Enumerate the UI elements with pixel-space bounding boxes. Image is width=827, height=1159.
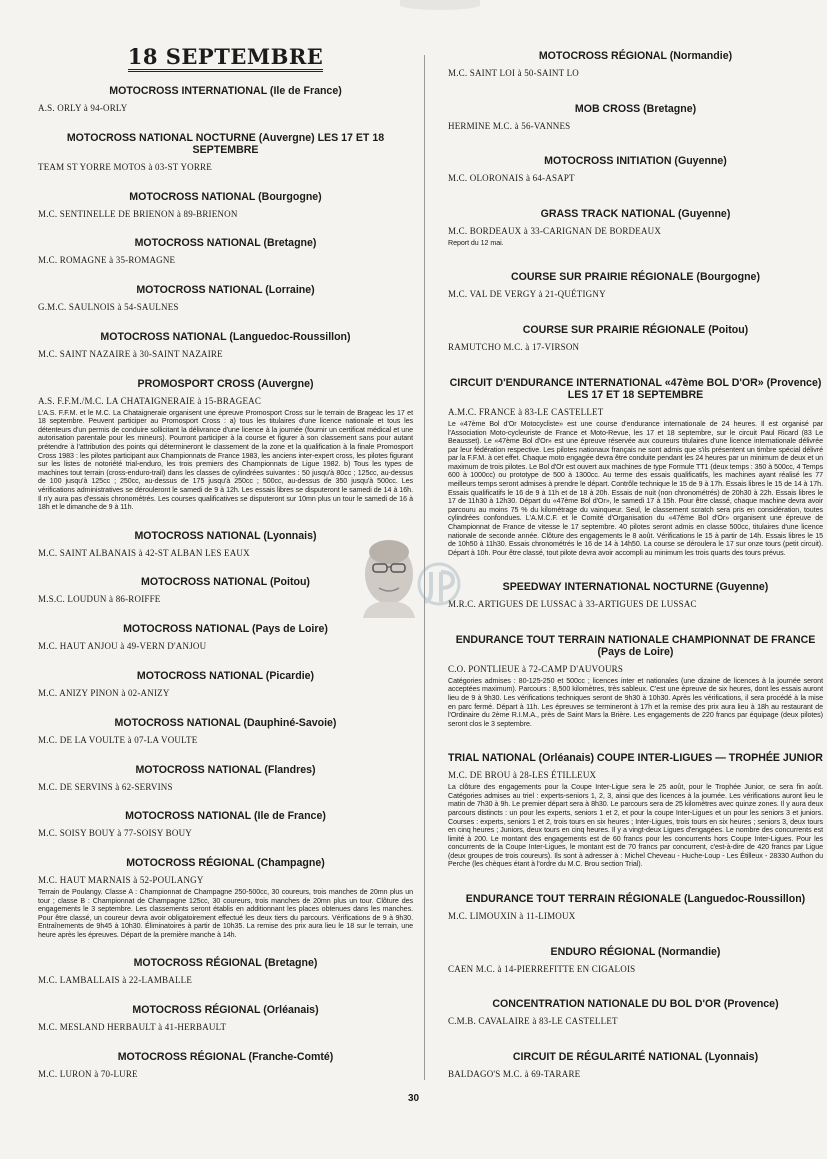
event-entry <box>448 752 823 869</box>
event-club: M.C. DE SERVINS à 62-SERVINS <box>38 781 173 792</box>
event-club: A.S. F.F.M./M.C. LA CHATAIGNERAIE à 15-BRAGEAC <box>38 395 262 406</box>
event-title: MOTOCROSS NATIONAL (Pays de Loire) <box>123 623 328 636</box>
event-club: A.M.C. FRANCE à 83-LE CASTELLET <box>448 406 604 417</box>
event-entry <box>38 284 413 313</box>
event-club: M.C. SOISY BOUY à 77-SOISY BOUY <box>38 828 192 839</box>
event-club: M.C. SAINT ALBANAIS à 42-ST ALBAN LES EAUX <box>38 547 250 558</box>
event-title: MOTOCROSS NATIONAL (Flandres) <box>135 763 316 776</box>
event-club: M.C. SAINT LOI à 50-SAINT LO <box>448 68 580 78</box>
event-club: M.R.C. ARTIGUES DE LUSSAC à 33-ARTIGUES DE LUSSAC <box>448 599 697 610</box>
event-title: MOTOCROSS NATIONAL NOCTURNE (Auvergne) LES 17 ET 18 SEPTEMBRE <box>66 131 385 156</box>
event-title: MOTOCROSS NATIONAL (Bourgogne) <box>129 190 322 203</box>
event-title: ENDURO RÉGIONAL (Normandie) <box>550 945 721 958</box>
event-club: M.C. ANIZY PINON à 02-ANIZY <box>38 687 170 698</box>
event-title: MOTOCROSS NATIONAL (Languedoc-Roussillon) <box>100 330 351 343</box>
event-club: C.O. PONTLIEUE à 72-CAMP D'AUVOURS <box>448 663 624 674</box>
event-club: M.C. DE BROU à 28-LES ÉTILLEUX <box>448 770 597 781</box>
event-title: MOTOCROSS INTERNATIONAL (Ile de France) <box>109 85 342 97</box>
event-entry <box>448 208 823 248</box>
event-title: ENDURANCE TOUT TERRAIN RÉGIONALE (Languedoc-Roussillon) <box>465 892 806 905</box>
event-title: COURSE SUR PRAIRIE RÉGIONALE (Poitou) <box>522 324 749 337</box>
event-club: M.C. LAMBALLAIS à 22-LAMBALLE <box>38 975 193 986</box>
event-title: ENDURANCE TOUT TERRAIN NATIONALE CHAMPIONNAT DE FRANCE (Pays de Loire) <box>455 633 816 658</box>
event-entry <box>448 581 823 610</box>
event-entry <box>38 1051 413 1080</box>
event-description: Terrain de Poulangy. Classe A : Championnat de Champagne 250-500cc, 30 coureurs, trois manches de 20mn plus un tour ; classe B : Championnat de Champagne 125cc, 30 coureurs, trois manches de 20mn plus un tour. Clôture des engagements le 3 septembre. Les classements seront établis en additionnant les places obtenues dans les manches. Pour être classé, un coureur devra avoir obligatoirement effectué les deux tiers du parcours. Vérifications de 9 à 9h30. Entraînements de 9h45 à 10h30. Éliminatoires à partir de 10h35. La remise des prix aura lieu le 18 sur le terrain, une heure après les épreuves. Départ de la première manche à 14h. <box>38 888 413 940</box>
event-title: MOTOCROSS NATIONAL (Dauphiné-Savoie) <box>114 716 337 729</box>
right-column <box>448 50 823 1082</box>
event-club: G.M.C. SAULNOIS à 54-SAULNES <box>38 302 179 313</box>
event-entry <box>38 764 413 793</box>
event-entry <box>448 50 823 79</box>
event-club: M.C. OLORONAIS à 64-ASAPT <box>448 173 575 184</box>
page-fold <box>400 0 480 10</box>
event-club: M.C. SAINT NAZAIRE à 30-SAINT NAZAIRE <box>38 348 223 359</box>
event-title: SPEEDWAY INTERNATIONAL NOCTURNE (Guyenne) <box>502 581 769 594</box>
event-title: MOTOCROSS NATIONAL (Poitou) <box>141 576 310 589</box>
event-title: CIRCUIT DE RÉGULARITÉ NATIONAL (Lyonnais) <box>512 1050 759 1063</box>
event-title: PROMOSPORT CROSS (Auvergne) <box>137 377 314 390</box>
event-entry <box>38 237 413 266</box>
event-title: MOTOCROSS RÉGIONAL (Franche-Comté) <box>117 1050 334 1063</box>
event-description: L'A.S. F.F.M. et le M.C. La Chataigneraie organisent une épreuve Promosport Cross sur le terrain de Brageac les 17 et 18 septembre. Peuvent participer au Promosport Cross : a) tous les titulaires d'une licence nationale et tous les détenteurs d'un permis de conduire sollicitant la délivrance d'une licence à la journée (fournir un certificat médical et une autorisation parentale pour les mineurs). Pourront participer à la course et figurer à son classement sans pour autant prétendre à l'attribution des points qui détermineront le classement de la zone et la qualification à la finale Promosport Cross 1983 : les pilotes participant aux Championnats de France 1983, les anciens inter-expert cross, les pilotes figurant sur les listes de notoriété trial-enduro, les trois premiers des Championnats de Ligue 1982. b) Tous les types de machines tout terrain (cross-enduro-trail) dans les classes de cylindrées suivantes : 50 jusqu'à 80cc ; 125cc, au-dessus de 100 jusqu'à 125cc ; 250cc, au-dessus de 175 jusqu'à 250cc ; 500cc, au-dessus de 350 jusqu'à 500cc. Les vérifications administratives se dérouleront le samedi de 9 à 12h. Les essais libres se disputeront le samedi de 14 à 16h. Il n'y aura pas d'essais chronométrés. Les courses qualificatives se disputeront sur 10mn plus un tour le samedi de 16 à 18h et le dimanche de 9 à 11h. <box>38 408 413 512</box>
event-club: RAMUTCHO M.C. à 17-VIRSON <box>448 342 580 353</box>
event-club: A.S. ORLY à 94-ORLY <box>38 103 128 113</box>
event-entry <box>448 946 823 975</box>
event-title: MOTOCROSS RÉGIONAL (Normandie) <box>538 50 733 62</box>
event-title: MOTOCROSS RÉGIONAL (Orléanais) <box>132 1004 319 1017</box>
event-entry <box>38 717 413 746</box>
event-club: CAEN M.C. à 14-PIERREFITTE EN CIGALOIS <box>448 963 636 974</box>
event-title: GRASS TRACK NATIONAL (Guyenne) <box>540 208 731 221</box>
event-club: M.C. LURON à 70-LURE <box>38 1068 138 1079</box>
event-club: M.C. DE LA VOULTE à 07-LA VOULTE <box>38 734 198 745</box>
event-club: M.C. SENTINELLE DE BRIENON à 89-BRIENON <box>38 208 238 219</box>
event-title: MOTOCROSS RÉGIONAL (Champagne) <box>126 857 325 870</box>
right-event-list <box>448 50 823 1080</box>
event-entry <box>38 670 413 699</box>
event-entry <box>38 623 413 652</box>
event-title: CONCENTRATION NATIONALE DU BOL D'OR (Provence) <box>492 998 779 1011</box>
event-club: C.M.B. CAVALAIRE à 83-LE CASTELLET <box>448 1016 618 1027</box>
event-title: MOTOCROSS NATIONAL (Bretagne) <box>134 237 317 250</box>
page-title <box>38 44 413 69</box>
event-entry <box>38 132 413 173</box>
logo-watermark <box>413 558 465 616</box>
event-title: MOTOCROSS NATIONAL (Ile de France) <box>125 810 326 823</box>
event-title: MOTOCROSS RÉGIONAL (Bretagne) <box>133 957 318 970</box>
event-club: TEAM ST YORRE MOTOS à 03-ST YORRE <box>38 161 212 172</box>
event-entry <box>38 378 413 512</box>
event-club: M.C. BORDEAUX à 33-CARIGNAN DE BORDEAUX <box>448 226 662 237</box>
event-title: MOTOCROSS NATIONAL (Picardie) <box>136 669 315 682</box>
page-title-text: 18 SEPTEMBRE <box>128 44 324 72</box>
event-description: Le «47ème Bol d'Or Motocycliste» est une course d'endurance internationale de 24 heures. Il est organisé par l'Association Moto-cycleuriste de France et Moto-Revue, les 17 et 18 septembre, sur le circuit Paul Ricard (83 Le Beausset). Le «47ème Bol d'Or» est une épreuve réservée aux coureurs titulaires d'une licence internationale délivrée par leur fédération respective. Les pilotes nationaux français ne sont admis que s'ils présentent un timbre spécial délivré par la F.F.M. à cet effet. Chaque moto engagée devra être conduite pendant les 24 heures par un minimum de deux et un maximum de trois pilotes. Le Bol d'Or est ouvert aux machines de type Formule TT1 (deux temps : 350 à 500cc, 4 Temps 600 à 1000cc) ou prototype de 500 à 1300cc. Au terme des essais qualificatifs, les machines ayant réalisé les 77 meilleurs temps seront admises à prendre le départ. Contrôle technique le 15 de 9 à 17h. Essais libres le 15 de 14 à 17h. Essais qualificatifs le 16 de 9 à 11h et de 18 à 20h. Essais de nuit (non chronométrés) de 20h30 à 22h. Essais libres le 17 de 11h30 à 12h30. Départ du «47ème Bol d'Or», le samedi 17 à 15h. Pour être classé, chaque machine devra avoir parcouru au moins 75 % du kilométrage du vainqueur. Seul, le classement scratch sera pris en considération, toutes cylindrées confondues. L'A.M.C.F. et le Comité d'Organisation du «47ème Bol d'Or» organisent une épreuve de Championnat de France de vitesse le 17 septembre. 40 pilotes seront admis en classe 500cc, titulaires d'une licence nationale de seconde année. Clôture des engagements le 8 août. Vérifications le 15 à partir de 14h. Essais libres le 15 de 10h50 à 11h30. Essais chronométrés le 16 de 14 à 14h50. La course se déroulera le 17 sur onze tours (petit circuit). Départ à 10h. Pour être classé, tout pilote devra avoir accompli au minimum les trois quarts des tours prévus. <box>448 419 823 557</box>
event-entry <box>38 85 413 114</box>
event-title: COURSE SUR PRAIRIE RÉGIONALE (Bourgogne) <box>511 271 760 284</box>
event-club: M.C. ROMAGNE à 35-ROMAGNE <box>38 255 176 266</box>
event-club: M.C. MESLAND HERBAULT à 41-HERBAULT <box>38 1022 227 1033</box>
event-club: HERMINE M.C. à 56-VANNES <box>448 120 571 131</box>
event-description: La clôture des engagements pour la Coupe Inter-Ligue sera le 25 août, pour le Trophée Junior, ce sera fin août. Catégories admises au triel : experts-seniors 1, 2, 3, ainsi que des licences à la journée. Les vérifications auront lieu le matin de 7h30 à 9h. Le premier départ sera à 8h30. Le parcours sera de 25 kilomètres avec quinze zones. Il y aura deux parcours distincts : un pour les experts, seniors 1 et 2, et pour la coupe Inter-Ligues et un pour les seniors 3 et juniors. Courses : experts, seniors 1 et 2, trois tours en six heures ; Inter-Ligues, trois tours en six heures ; seniors 3, deux tours en cinq heures ; Juniors, deux tours en cinq heures. Il y a vingt-deux Ligues d'engagées. Le nombre des concurrents est limité à 200. Le montant des engagements est de 60 francs pour les concurrents hors Coupe Inter-Ligues. Pour les concurrents de la Coupe Inter-Ligues, le montant est de 70 francs par concurrent, c'est-à-dire de 420 francs par Ligue (deux groupes de trois coureurs). Ils sont à adresser à : Michel Cheveau - Huche-Loup - Les Étilleux - 28330 Authon du Perche (les chèques étant à l'ordre du M.C. Brou section Trial). <box>448 783 823 869</box>
event-entry <box>448 998 823 1027</box>
event-club: M.C. LIMOUXIN à 11-LIMOUX <box>448 910 576 921</box>
event-entry <box>448 103 823 132</box>
event-title: MOTOCROSS NATIONAL (Lyonnais) <box>134 529 317 542</box>
page-number: 30 <box>407 1093 420 1104</box>
event-entry <box>38 810 413 839</box>
event-club: M.C. VAL DE VERGY à 21-QUÉTIGNY <box>448 289 606 300</box>
event-entry <box>38 1004 413 1033</box>
event-entry <box>448 324 823 353</box>
event-description: Report du 12 mai. <box>448 239 504 248</box>
event-entry <box>448 155 823 184</box>
event-entry <box>38 191 413 220</box>
event-entry <box>38 957 413 986</box>
event-entry <box>448 1051 823 1080</box>
event-entry <box>448 377 823 558</box>
event-entry <box>448 893 823 922</box>
event-club: M.C. HAUT MARNAIS à 52-POULANGY <box>38 875 204 886</box>
event-club: M.C. HAUT ANJOU à 49-VERN D'ANJOU <box>38 641 207 652</box>
event-description: Catégories admises : 80-125-250 et 500cc ; licences inter et nationales (une dizaine de licences à la journée seront acceptées maximum). Parcours : 8,500 kilomètres, très sableux. C'est une épreuve de six heures, dont les essais auront lieu de 9 à 9h30. Les vérifications techniques seront de 9h30 à 10h30. Après les vérifications, il sera procédé à la mise en parc fermé. Départ à 11h. Les épreuves se termineront à 17h et la remise des prix aura lieu à 18h au restaurant de l'Ordinaire du 2ème R.I.M.A., près de Saint Mars la Brière. Les engagements de 220 francs par équipage (deux pilotes) seront clos le 3 septembre. <box>448 676 823 728</box>
event-title: MOTOCROSS NATIONAL (Lorraine) <box>136 284 315 297</box>
event-title: MOB CROSS (Bretagne) <box>574 102 697 115</box>
event-title: CIRCUIT D'ENDURANCE INTERNATIONAL «47ème BOL D'OR» (Provence) LES 17 ET 18 SEPTEMBRE <box>449 376 822 401</box>
event-club: M.S.C. LOUDUN à 86-ROIFFE <box>38 594 161 605</box>
event-title: MOTOCROSS INITIATION (Guyenne) <box>544 155 727 168</box>
event-entry <box>38 857 413 940</box>
event-club: BALDAGO'S M.C. à 69-TARARE <box>448 1068 581 1079</box>
event-title: TRIAL NATIONAL (Orléanais) COUPE INTER-LIGUES — TROPHÉE JUNIOR <box>448 752 823 765</box>
event-entry <box>38 331 413 360</box>
event-entry <box>448 634 823 729</box>
event-entry <box>448 271 823 300</box>
